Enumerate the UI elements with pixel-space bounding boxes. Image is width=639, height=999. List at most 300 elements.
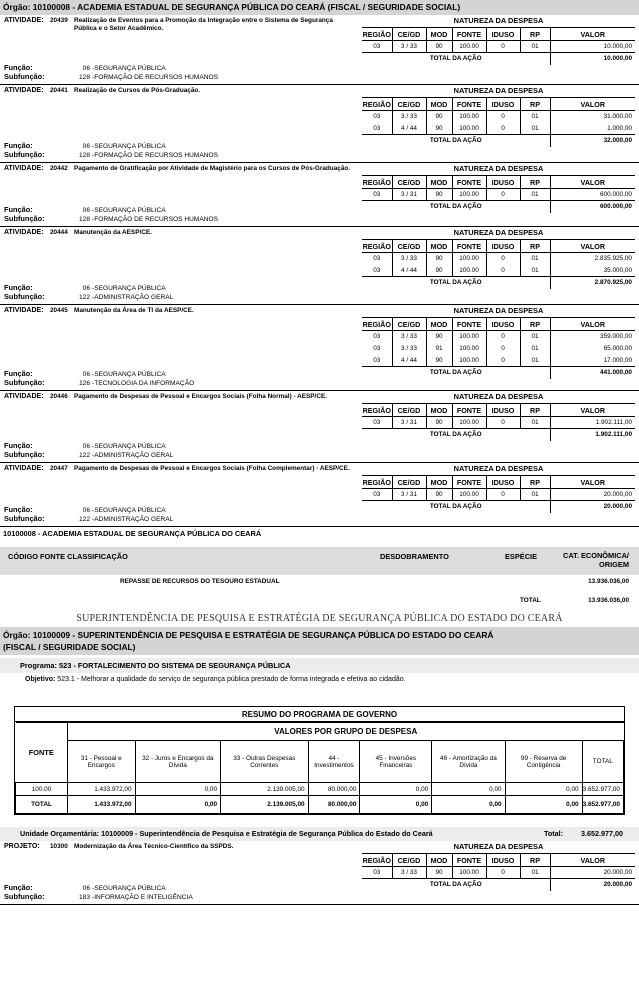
activity-20446 (0, 391, 639, 463)
natureza-cell: 01 (520, 123, 550, 135)
total-acao-row (362, 277, 635, 289)
natureza-cell: 91 (426, 343, 452, 355)
objetivo-text: 523.1 - Melhorar a qualidade do serviço de segurança pública prestado de forma integrada e efetiva ao cidadão. (57, 676, 406, 683)
funcao-line: Função: 06 -SEGURANÇA PÚBLICA (4, 441, 166, 450)
col-header: IDUSO (486, 240, 520, 253)
total-acao-label: TOTAL DA AÇÃO (362, 501, 550, 513)
natureza-cell: 0 (486, 489, 520, 501)
col-header: VALOR (550, 404, 635, 417)
natureza-title: NATUREZA DA DESPESA (453, 306, 544, 315)
natureza-row (362, 331, 635, 343)
natureza-despesa (362, 15, 635, 65)
activity-20445 (0, 305, 639, 391)
natureza-cell: 100.00 (452, 355, 486, 367)
col-header: VALOR (550, 476, 635, 489)
total-acao-row (362, 501, 635, 513)
resumo-col-header: TOTAL (582, 741, 623, 783)
total-acao-value: 10.000,00 (550, 53, 635, 65)
total-acao-label: TOTAL DA AÇÃO (362, 201, 550, 213)
subfuncao-code: 122 (78, 294, 90, 301)
resumo-value-cell: 0,00 (505, 783, 582, 796)
org-header-2 (0, 627, 639, 655)
natureza-table (362, 475, 635, 513)
natureza-despesa (362, 227, 635, 289)
natureza-cell: 3 / 33 (392, 867, 426, 879)
natureza-cell: 01 (520, 343, 550, 355)
natureza-cell: 100.00 (452, 189, 486, 201)
natureza-cell: 20.000,00 (550, 489, 635, 501)
subfuncao-code: 183 (78, 894, 90, 901)
natureza-cell: 4 / 44 (392, 123, 426, 135)
activity-desc: Manutenção da Área de TI da AESP/CE. (74, 307, 194, 314)
activity-info (4, 393, 356, 459)
resumo-total-cell: 80.000,00 (308, 796, 360, 814)
funcao-code: 06 (82, 285, 90, 292)
activities-list (0, 15, 639, 527)
natureza-table (362, 239, 635, 289)
col-header: MOD (426, 476, 452, 489)
subfuncao-line: Subfunção: 122 -ADMINISTRAÇÃO GERAL (4, 450, 174, 459)
col-header: IDUSO (486, 476, 520, 489)
org-header-1: Órgão: 10100008 - ACADEMIA ESTADUAL DE SEGURANÇA PÚBLICA DO CEARÁ (FISCAL / SEGURIDADE SOCIAL) (0, 0, 639, 15)
resumo-total-cell: 0,00 (135, 796, 221, 814)
subfuncao-value: INFORMAÇÃO E INTELIGÊNCIA (94, 894, 193, 901)
resumo-grid (15, 722, 624, 814)
col-header: IDUSO (486, 98, 520, 111)
funcao-code: 06 (82, 507, 90, 514)
total-acao-label: TOTAL DA AÇÃO (362, 879, 550, 891)
funcao-line: Função: 06 -SEGURANÇA PÚBLICA (4, 883, 166, 892)
natureza-cell: 90 (426, 417, 452, 429)
natureza-cell: 100.00 (452, 489, 486, 501)
funcao-value: SEGURANÇA PÚBLICA (94, 207, 166, 214)
resumo-total-cell: 0,00 (432, 796, 505, 814)
natureza-cell: 0 (486, 265, 520, 277)
col-header: RP (520, 854, 550, 867)
codigo-header: CÓDIGO FONTE CLASSIFICAÇÃO (8, 552, 128, 561)
natureza-cell: 03 (373, 869, 381, 876)
col-header: FONTE (452, 28, 486, 41)
subfuncao-line: Subfunção: 122 -ADMINISTRAÇÃO GERAL (4, 514, 174, 523)
resumo-col-header: 33 - Outras Despesas Correntes (221, 741, 309, 783)
subfuncao-value: ADMINISTRAÇÃO GERAL (94, 452, 174, 459)
total-acao-row (362, 879, 635, 891)
total-acao-row (362, 367, 635, 379)
col-header: VALOR (550, 240, 635, 253)
funcao-code: 06 (82, 65, 90, 72)
natureza-cell: 2.835.925,00 (550, 253, 635, 265)
activity-label: ATIVIDADE: (4, 393, 44, 400)
resumo-col-header: 32 - Juros e Encargos da Dívida (135, 741, 221, 783)
subfuncao-label: Subfunção: (4, 378, 45, 387)
natureza-cell: 20.000,00 (550, 867, 635, 879)
activity-code: 20446 (50, 393, 68, 400)
activity-title-row (4, 165, 356, 173)
natureza-cell: 03 (373, 356, 381, 364)
natureza-cell: 3 / 31 (392, 489, 426, 501)
natureza-cell: 90 (426, 41, 452, 53)
natureza-cell: 1.902.111,00 (550, 417, 635, 429)
col-header: REGIÃO (362, 177, 391, 187)
fonte-header: FONTE (16, 723, 68, 783)
subfuncao-value: TECNOLOGIA DA INFORMAÇÃO (94, 380, 195, 387)
activity-info (4, 843, 356, 901)
natureza-cell: 35.000,00 (550, 265, 635, 277)
col-header: IDUSO (486, 404, 520, 417)
org-footer: 10100008 - ACADEMIA ESTADUAL DE SEGURANÇA PÚBLICA DO CEARÁ (3, 529, 262, 538)
natureza-cell: 100.00 (452, 867, 486, 879)
activity-info (4, 307, 356, 387)
activity-code: 20447 (50, 465, 68, 472)
subfuncao-code: 122 (78, 516, 90, 523)
activity-title-row (4, 465, 356, 473)
col-header: VALOR (550, 98, 635, 111)
col-header: VALOR (550, 28, 635, 41)
col-header: CE/GD (392, 176, 426, 189)
col-header: RP (520, 318, 550, 331)
activity-20441 (0, 85, 639, 163)
activity-code: 20445 (50, 307, 68, 314)
repasse-row (0, 575, 639, 593)
activity-code: 20444 (50, 229, 68, 236)
funcao-value: SEGURANÇA PÚBLICA (94, 885, 166, 892)
funcao-line: Função: 06 -SEGURANÇA PÚBLICA (4, 205, 166, 214)
funcao-value: SEGURANÇA PÚBLICA (94, 285, 166, 292)
unidade-total-label: Total: (543, 829, 563, 838)
col-header: CE/GD (392, 476, 426, 489)
natureza-table (362, 97, 635, 147)
col-header: FONTE (452, 854, 486, 867)
col-header: IDUSO (486, 854, 520, 867)
objetivo-label: Objetivo: (25, 676, 56, 683)
activity-label: PROJETO: (4, 843, 40, 850)
natureza-cell: 3 / 31 (392, 417, 426, 429)
activity-label: ATIVIDADE: (4, 87, 44, 94)
resumo-value-cell: 0,00 (135, 783, 221, 796)
total-acao-value: 600.000,00 (550, 201, 635, 213)
resumo-col-header: 46 - Amortização da Dívida (432, 741, 505, 783)
activity-label: ATIVIDADE: (4, 307, 44, 314)
activity-desc: Pagamento de Despesas de Pessoal e Encargos Sociais (Folha Complementar) - AESP/CE. (74, 465, 350, 472)
funcao-value: SEGURANÇA PÚBLICA (94, 143, 166, 150)
col-header: REGIÃO (362, 477, 391, 487)
programa-bar: Programa: 523 - FORTALECIMENTO DO SISTEMA DE SEGURANÇA PÚBLICA (0, 658, 639, 673)
subfuncao-value: FORMAÇÃO DE RECURSOS HUMANOS (94, 216, 219, 223)
col-header: MOD (426, 98, 452, 111)
funcao-label: Função: (4, 141, 33, 150)
total-acao-value: 32.000,00 (550, 135, 635, 147)
natureza-cell: 03 (373, 345, 381, 352)
subfuncao-code: 122 (78, 452, 90, 459)
col-header: MOD (426, 240, 452, 253)
natureza-cell: 01 (520, 489, 550, 501)
natureza-title: NATUREZA DA DESPESA (453, 842, 544, 851)
org2-line2: (FISCAL / SEGURIDADE SOCIAL) (3, 642, 136, 652)
activity-info (4, 87, 356, 159)
activity-title-row (4, 393, 356, 401)
col-header: RP (520, 28, 550, 41)
resumo-total-cell: 0,00 (360, 796, 432, 814)
col-header: REGIÃO (362, 29, 391, 39)
resumo-fonte-cell: 100.00 (16, 783, 68, 796)
activity-label: ATIVIDADE: (4, 229, 44, 236)
activity-desc: Pagamento de Gratificação por Atividade de Magistério para os Cursos de Pós-Graduação. (74, 165, 351, 172)
col-header: REGIÃO (362, 855, 391, 865)
funcao-label: Função: (4, 63, 33, 72)
unidade-total-value: 3.652.977,00 (581, 829, 623, 838)
natureza-table (362, 853, 635, 891)
total-acao-row (362, 429, 635, 441)
resumo-value-cell: 0,00 (432, 783, 505, 796)
superintendencia-heading: SUPERINTENDÊNCIA DE PESQUISA E ESTRATÉGIA DE SEGURANÇA PÚBLICA DO ESTADO DO CEARÁ (76, 613, 563, 624)
col-header: FONTE (452, 176, 486, 189)
total-acao-value: 20.000,00 (550, 879, 635, 891)
total-acao-label: TOTAL DA AÇÃO (362, 53, 550, 65)
resumo-value-cell: 3.652.977,00 (582, 783, 623, 796)
natureza-cell: 90 (426, 265, 452, 277)
resumo-total-cell: 2.139.005,00 (221, 796, 309, 814)
funcao-code: 06 (82, 207, 90, 214)
activity-20439 (0, 15, 639, 85)
repasse-total-row (0, 593, 639, 611)
natureza-title: NATUREZA DA DESPESA (453, 164, 544, 173)
col-header: RP (520, 476, 550, 489)
natureza-cell: 4 / 44 (392, 355, 426, 367)
resumo-value-cell: 1.433.972,00 (68, 783, 136, 796)
unidade-label: Unidade Orçamentária: 10100009 - Superintendência de Pesquisa e Estratégia de Segurança Pública do Estado do Ceará (20, 829, 433, 838)
funcao-code: 06 (82, 885, 90, 892)
natureza-cell: 100.00 (452, 123, 486, 135)
natureza-cell: 0 (486, 417, 520, 429)
natureza-title: NATUREZA DA DESPESA (453, 16, 544, 25)
resumo-col-header: 45 - Inversões Financeiras (360, 741, 432, 783)
col-header: MOD (426, 176, 452, 189)
natureza-cell: 0 (486, 355, 520, 367)
natureza-cell: 100.00 (452, 343, 486, 355)
activity-desc: Pagamento de Despesas de Pessoal e Encargos Sociais (Folha Normal) - AESP/CE. (74, 393, 327, 400)
activity-title-row (4, 229, 356, 237)
natureza-cell: 0 (486, 189, 520, 201)
natureza-cell: 90 (426, 355, 452, 367)
col-header: MOD (426, 404, 452, 417)
repasse-total-label: TOTAL (520, 597, 541, 604)
resumo-value-cell: 2.139.005,00 (221, 783, 309, 796)
natureza-cell: 01 (520, 417, 550, 429)
funcao-line: Função: 06 -SEGURANÇA PÚBLICA (4, 369, 166, 378)
natureza-row (362, 265, 635, 277)
natureza-cell: 3 / 31 (392, 189, 426, 201)
resumo-total-cell: 0,00 (505, 796, 582, 814)
total-acao-label: TOTAL DA AÇÃO (362, 367, 550, 379)
subfuncao-code: 126 (78, 380, 90, 387)
natureza-cell: 3 / 33 (392, 343, 426, 355)
natureza-table (362, 317, 635, 379)
natureza-cell: 03 (373, 113, 381, 121)
natureza-despesa (362, 841, 635, 891)
funcao-line: Função: 06 -SEGURANÇA PÚBLICA (4, 141, 166, 150)
total-acao-row (362, 53, 635, 65)
natureza-cell: 03 (373, 419, 381, 426)
funcao-label: Função: (4, 505, 33, 514)
natureza-row (362, 189, 635, 201)
natureza-cell: 90 (426, 189, 452, 201)
resumo-col-header: 99 - Reserva de Contigência (505, 741, 582, 783)
col-header: MOD (426, 318, 452, 331)
col-header: IDUSO (486, 28, 520, 41)
funcao-code: 06 (82, 443, 90, 450)
activity-code: 20442 (50, 165, 68, 172)
resumo-value-cell: 80.000,00 (308, 783, 360, 796)
natureza-cell: 90 (426, 253, 452, 265)
total-acao-value: 20.000,00 (550, 501, 635, 513)
subfuncao-line: Subfunção: 122 -ADMINISTRAÇÃO GERAL (4, 292, 174, 301)
total-acao-row (362, 135, 635, 147)
unidade-orcamentaria-bar (0, 827, 639, 841)
total-acao-label: TOTAL DA AÇÃO (362, 429, 550, 441)
natureza-despesa (362, 463, 635, 513)
subfuncao-line: Subfunção: 183 -INFORMAÇÃO E INTELIGÊNCIA (4, 892, 193, 901)
funcao-line: Função: 06 -SEGURANÇA PÚBLICA (4, 505, 166, 514)
subfuncao-line: Subfunção: 126 -TECNOLOGIA DA INFORMAÇÃO (4, 378, 195, 387)
subfuncao-label: Subfunção: (4, 214, 45, 223)
activity-title-row (4, 307, 356, 315)
funcao-value: SEGURANÇA PÚBLICA (94, 507, 166, 514)
activity-code: 10300 (50, 843, 68, 850)
col-header: CE/GD (392, 28, 426, 41)
natureza-row (362, 123, 635, 135)
natureza-row (362, 417, 635, 429)
natureza-cell: 01 (520, 111, 550, 123)
col-header: IDUSO (486, 318, 520, 331)
subfuncao-label: Subfunção: (4, 72, 45, 81)
natureza-cell: 100.00 (452, 111, 486, 123)
natureza-cell: 3 / 33 (392, 111, 426, 123)
natureza-title: NATUREZA DA DESPESA (453, 228, 544, 237)
col-header: VALOR (550, 854, 635, 867)
total-acao-value: 441.000,00 (550, 367, 635, 379)
col-header: VALOR (550, 176, 635, 189)
natureza-cell: 90 (426, 867, 452, 879)
col-header: RP (520, 240, 550, 253)
desdobramento-header: DESDOBRAMENTO (380, 552, 449, 561)
natureza-cell: 03 (373, 191, 381, 198)
col-header: RP (520, 404, 550, 417)
activity-title-row (4, 87, 356, 95)
resumo-value-cell: 0,00 (360, 783, 432, 796)
activity-20447 (0, 463, 639, 527)
natureza-cell: 90 (426, 111, 452, 123)
col-header: FONTE (452, 98, 486, 111)
natureza-cell: 359.000,00 (550, 331, 635, 343)
natureza-cell: 0 (486, 343, 520, 355)
natureza-cell: 03 (373, 333, 381, 341)
projeto-block (0, 841, 639, 905)
subfuncao-line: Subfunção: 128 -FORMAÇÃO DE RECURSOS HUMANOS (4, 150, 219, 159)
total-acao-value: 1.902.111,00 (550, 429, 635, 441)
col-header: CE/GD (392, 98, 426, 111)
cat-economica-header: CAT. ECONÔMICA/ ORIGEM (563, 551, 629, 569)
col-header: FONTE (452, 404, 486, 417)
activity-20444 (0, 227, 639, 305)
natureza-cell: 01 (520, 253, 550, 265)
subfuncao-code: 128 (78, 216, 90, 223)
total-acao-row (362, 201, 635, 213)
repasse-label: REPASSE DE RECURSOS DO TESOURO ESTADUAL (120, 578, 280, 585)
col-header: CE/GD (392, 318, 426, 331)
activity-desc: Realização de Cursos de Pós-Graduação. (74, 87, 201, 94)
funcao-label: Função: (4, 369, 33, 378)
natureza-cell: 03 (373, 266, 381, 274)
resumo-total-label: TOTAL (16, 796, 68, 814)
natureza-title: NATUREZA DA DESPESA (453, 464, 544, 473)
natureza-cell: 0 (486, 41, 520, 53)
natureza-cell: 01 (520, 331, 550, 343)
col-header: RP (520, 98, 550, 111)
col-header: CE/GD (392, 854, 426, 867)
natureza-despesa (362, 391, 635, 441)
natureza-cell: 0 (486, 253, 520, 265)
subfuncao-value: ADMINISTRAÇÃO GERAL (94, 294, 174, 301)
natureza-cell: 0 (486, 867, 520, 879)
natureza-cell: 90 (426, 331, 452, 343)
col-header: REGIÃO (362, 319, 391, 329)
resumo-col-header: 44 - Investimentos (308, 741, 360, 783)
activity-info (4, 465, 356, 523)
total-acao-value: 2.870.925,00 (550, 277, 635, 289)
col-header: REGIÃO (362, 405, 391, 415)
natureza-cell: 600.000,00 (550, 189, 635, 201)
funcao-value: SEGURANÇA PÚBLICA (94, 65, 166, 72)
subfuncao-line: Subfunção: 128 -FORMAÇÃO DE RECURSOS HUMANOS (4, 214, 219, 223)
funcao-value: SEGURANÇA PÚBLICA (94, 371, 166, 378)
funcao-code: 06 (82, 371, 90, 378)
natureza-cell: 01 (520, 355, 550, 367)
natureza-cell: 3 / 33 (392, 41, 426, 53)
natureza-cell: 65.000,00 (550, 343, 635, 355)
col-header: MOD (426, 854, 452, 867)
activity-info (4, 165, 356, 223)
funcao-value: SEGURANÇA PÚBLICA (94, 443, 166, 450)
subfuncao-label: Subfunção: (4, 150, 45, 159)
activity-label: ATIVIDADE: (4, 165, 44, 172)
natureza-row (362, 343, 635, 355)
col-header: IDUSO (486, 176, 520, 189)
natureza-cell: 01 (520, 41, 550, 53)
natureza-cell: 03 (373, 124, 381, 132)
funcao-code: 06 (82, 143, 90, 150)
subfuncao-value: FORMAÇÃO DE RECURSOS HUMANOS (94, 152, 219, 159)
natureza-cell: 3 / 33 (392, 253, 426, 265)
classification-header (0, 547, 639, 575)
natureza-cell: 100.00 (452, 417, 486, 429)
natureza-table (362, 27, 635, 65)
resumo-table (14, 706, 625, 815)
natureza-cell: 17.000,00 (550, 355, 635, 367)
subfuncao-label: Subfunção: (4, 450, 45, 459)
col-header: CE/GD (392, 240, 426, 253)
natureza-cell: 0 (486, 123, 520, 135)
repasse-value: 13.936.036,00 (588, 578, 629, 585)
funcao-label: Função: (4, 883, 33, 892)
natureza-cell: 100.00 (452, 253, 486, 265)
resumo-col-header: 31 - Pessoal e Encargos (68, 741, 136, 783)
natureza-cell: 0 (486, 111, 520, 123)
activity-info (4, 229, 356, 301)
activity-title-row (4, 17, 356, 33)
total-acao-label: TOTAL DA AÇÃO (362, 135, 550, 147)
natureza-cell: 0 (486, 331, 520, 343)
objetivo-line (0, 673, 639, 686)
